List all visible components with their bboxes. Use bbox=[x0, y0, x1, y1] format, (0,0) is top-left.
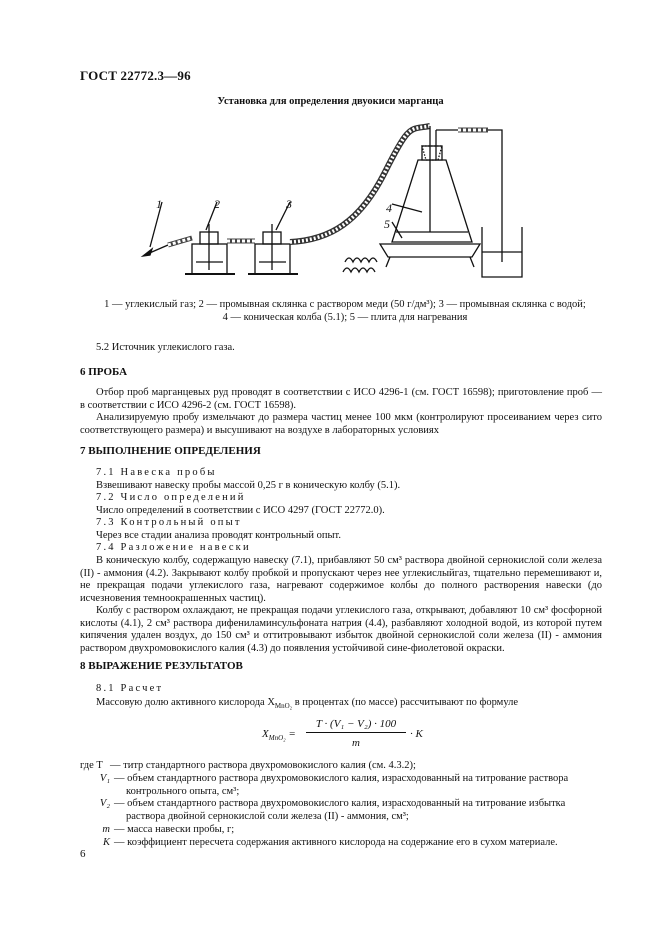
heading-8: 8 ВЫРАЖЕНИЕ РЕЗУЛЬТАТОВ bbox=[80, 660, 243, 672]
legend-row: раствора двойной сернокислой соли железа (II) - аммония, см³; bbox=[126, 811, 409, 823]
section-5-2: 5.2 Источник углекислого газа. bbox=[96, 342, 235, 353]
para-8-1-sub: MnO₂ bbox=[274, 702, 293, 711]
subheading-7-4: 7.4 Разложение навески bbox=[96, 542, 251, 553]
apparatus-figure bbox=[140, 112, 530, 288]
para-8-1-text: Массовую долю активного кислорода X bbox=[96, 697, 275, 708]
legend-row: где T — титр стандартного раствора двухромовокислого калия (см. 4.3.2); bbox=[80, 760, 416, 771]
formula-lhs: $X_{MnO_2}$ = bbox=[262, 728, 296, 743]
figure-label-3: 3 bbox=[286, 197, 292, 211]
figure-label-5: 5 bbox=[384, 217, 390, 231]
subheading-7-1: 7.1 Навеска пробы bbox=[96, 467, 217, 478]
page-number: 6 bbox=[80, 848, 86, 860]
para-7-4a: В коническую колбу, содержащую навеску (7.1), прибавляют 50 см³ раствора двойной сернокислой соли железа (II) - аммония (4.2). Закрывают колбу пробкой и пропускают через нее углекислыйгаз, тщательно перемешивают и, не прекращая подачи углекислого газа, нагревают содержимое колбы до полного растворения навески (до исчезновения темноокрашенных частиц). bbox=[80, 555, 602, 604]
figure-label-4: 4 bbox=[386, 201, 392, 215]
legend-row: K — коэффициент пересчета содержания активного кислорода на содержание его в сухом материале. bbox=[102, 836, 558, 848]
figure-label-1: 1 bbox=[156, 197, 162, 211]
para-6b: Анализируемую пробу измельчают до размера частиц менее 100 мкм (контролируют просеиванием через сито соответствующего размера) и высушивают на воздухе в лабораторных условиях bbox=[80, 412, 602, 436]
formula-numerator: T · (V₁ − V₂) · 100 bbox=[306, 718, 406, 733]
legend-row: V₁ — объем стандартного раствора двухромовокислого калия, израсходованный на титрование раствора bbox=[99, 772, 569, 784]
legend-row: контрольного опыта, см³; bbox=[126, 785, 240, 797]
figure-title: Установка для определения двуокиси марганца bbox=[217, 96, 444, 107]
heading-6: 6 ПРОБА bbox=[80, 366, 128, 378]
caption-line-1: 1 — углекислый газ; 2 — промывная склянка с раствором меди (50 г/дм³); 3 — промывная склянка с водой; bbox=[104, 299, 586, 310]
figure-label-2: 2 bbox=[214, 197, 220, 211]
legend-row: V₂ — объем стандартного раствора двухромовокислого калия, израсходованный на титрование избытка bbox=[99, 798, 566, 810]
subheading-7-2: 7.2 Число определений bbox=[96, 492, 246, 503]
para-6a: Отбор проб марганцевых руд проводят в соответствии с ИСО 4296-1 (см. ГОСТ 16598); приготовление проб — в соответствии с ИСО 4296-2 (см. ГОСТ 16598). bbox=[80, 387, 602, 411]
para-8-1-end: в процентах (по массе) рассчитывают по формуле bbox=[292, 697, 519, 708]
subheading-8-1: 8.1 Расчет bbox=[96, 683, 164, 694]
formula-k: · K bbox=[410, 728, 423, 740]
subheading-7-3: 7.3 Контрольный опыт bbox=[96, 517, 242, 528]
figure-caption bbox=[80, 298, 610, 324]
formula-denominator: m bbox=[352, 737, 360, 749]
legend-row: m — масса навески пробы, г; bbox=[102, 823, 235, 835]
para-7-3: Через все стадии анализа проводят контрольный опыт. bbox=[96, 530, 341, 541]
para-7-4b: Колбу с раствором охлаждают, не прекращая подачи углекислого газа, открывают, добавляют 10 см³ фосфорной кислоты (4.1), 2 см³ раствора дифениламинсульфоната натрия (4.4), разбавляют холодной водой, из которой путем кипячения удален воздух, до 150 см³ и оттитровывают избыток двойной сернокислой соли железа (II) - аммония раствором двухромовокислого калия (4.3) до появления устойчивой сине-фиолетовой окраски. bbox=[80, 605, 602, 654]
para-7-1: Взвешивают навеску пробы массой 0,25 г в коническую колбу (5.1). bbox=[96, 480, 401, 491]
caption-line-2: 4 — коническая колба (5.1); 5 — плита для нагревания bbox=[222, 312, 468, 323]
para-8-1 bbox=[96, 697, 602, 713]
formula bbox=[262, 718, 462, 754]
para-7-2: Число определений в соответствии с ИСО 4297 (ГОСТ 22772.0). bbox=[96, 505, 385, 516]
heading-7: 7 ВЫПОЛНЕНИЕ ОПРЕДЕЛЕНИЯ bbox=[80, 445, 261, 457]
variable-legend bbox=[80, 760, 610, 850]
document-header: ГОСТ 22772.3—96 bbox=[80, 68, 191, 83]
